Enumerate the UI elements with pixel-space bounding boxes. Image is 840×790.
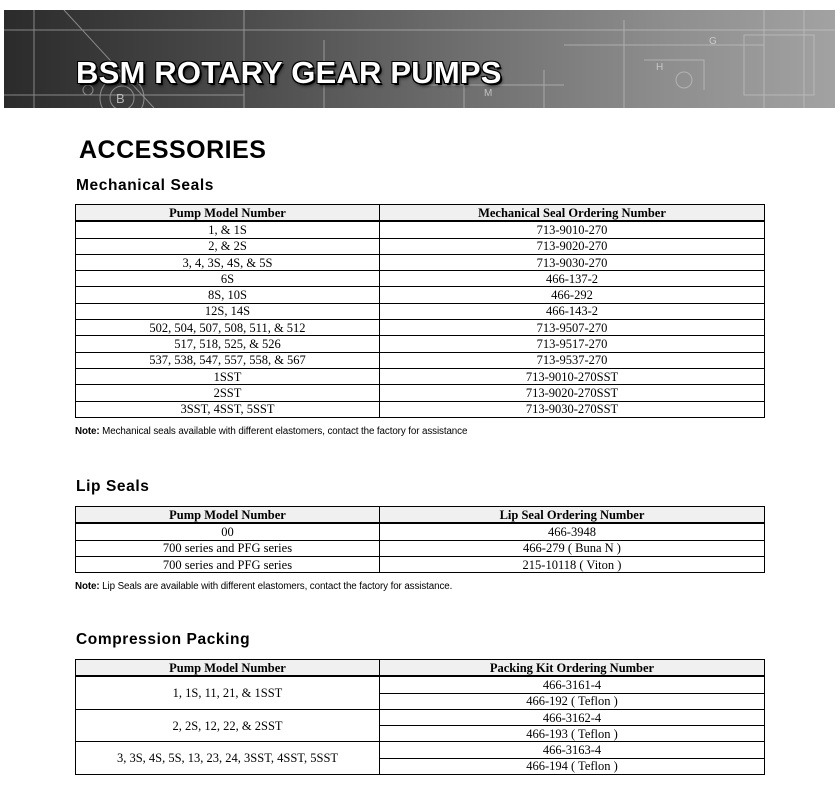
table-row	[76, 336, 765, 352]
ordering-number-cell: 713-9507-270	[380, 320, 765, 336]
pump-model-cell: 1SST	[76, 368, 380, 384]
header-banner	[4, 10, 835, 108]
table-row	[76, 303, 765, 319]
pump-model-cell: 2, & 2S	[76, 238, 380, 254]
pump-model-cell: 00	[76, 523, 380, 540]
pump-model-cell: 700 series and PFG series	[76, 556, 380, 572]
pump-model-cell: 502, 504, 507, 508, 511, & 512	[76, 320, 380, 336]
table-row	[76, 523, 765, 540]
mechanical-seals-note	[75, 426, 467, 437]
table-row	[76, 709, 765, 725]
drawing-letter-b: B	[116, 91, 125, 106]
table-header-row	[76, 660, 765, 677]
table-header-row	[76, 507, 765, 524]
table-row	[76, 271, 765, 287]
pump-model-cell: 8S, 10S	[76, 287, 380, 303]
table-row	[76, 254, 765, 270]
pump-model-cell: 3, 3S, 4S, 5S, 13, 23, 24, 3SST, 4SST, 5SST	[76, 742, 380, 775]
ordering-number-cell: 713-9020-270SST	[380, 385, 765, 401]
ordering-number-cell: 466-143-2	[380, 303, 765, 319]
pump-model-cell: 700 series and PFG series	[76, 540, 380, 556]
ordering-number-cell: 713-9010-270SST	[380, 368, 765, 384]
lip-seals-table	[75, 506, 765, 573]
pump-model-cell: 2SST	[76, 385, 380, 401]
drawing-letter-h: H	[656, 62, 664, 73]
table-row	[76, 556, 765, 572]
packing-kit-cell: 466-194 ( Teflon )	[380, 758, 765, 774]
lip-seals-note	[75, 581, 452, 592]
page-title: ACCESSORIES	[79, 136, 267, 164]
packing-kit-cell: 466-3162-4	[380, 709, 765, 725]
pump-model-cell: 3SST, 4SST, 5SST	[76, 401, 380, 417]
pump-model-cell: 537, 538, 547, 557, 558, & 567	[76, 352, 380, 368]
column-header: Lip Seal Ordering Number	[380, 507, 765, 524]
pump-model-cell: 1, & 1S	[76, 221, 380, 238]
packing-kit-cell: 466-192 ( Teflon )	[380, 693, 765, 709]
column-header: Mechanical Seal Ordering Number	[380, 205, 765, 222]
pump-model-cell: 12S, 14S	[76, 303, 380, 319]
table-row	[76, 238, 765, 254]
mechanical-seals-table	[75, 204, 765, 418]
packing-kit-cell: 466-193 ( Teflon )	[380, 726, 765, 742]
table-row	[76, 385, 765, 401]
drawing-letter-m: M	[484, 88, 493, 99]
column-header: Pump Model Number	[76, 205, 380, 222]
ordering-number-cell: 466-279 ( Buna N )	[380, 540, 765, 556]
note-text: Lip Seals are available with different elastomers, contact the factory for assistance.	[99, 581, 453, 592]
packing-kit-cell: 466-3163-4	[380, 742, 765, 758]
section-title-lip-seals: Lip Seals	[76, 478, 150, 495]
packing-kit-cell: 466-3161-4	[380, 676, 765, 693]
table-row	[76, 221, 765, 238]
ordering-number-cell: 713-9517-270	[380, 336, 765, 352]
pump-model-cell: 1, 1S, 11, 21, & 1SST	[76, 676, 380, 709]
ordering-number-cell: 713-9030-270SST	[380, 401, 765, 417]
ordering-number-cell: 215-10118 ( Viton )	[380, 556, 765, 572]
section-title-compression-packing: Compression Packing	[76, 631, 251, 648]
note-text: Mechanical seals available with different elastomers, contact the factory for assistance	[99, 426, 468, 437]
ordering-number-cell: 466-292	[380, 287, 765, 303]
note-label: Note:	[75, 581, 100, 592]
note-label: Note:	[75, 426, 100, 437]
table-row	[76, 368, 765, 384]
table-row	[76, 401, 765, 417]
column-header: Pump Model Number	[76, 507, 380, 524]
compression-packing-table	[75, 659, 765, 775]
table-row	[76, 540, 765, 556]
table-row	[76, 287, 765, 303]
pump-model-cell: 2, 2S, 12, 22, & 2SST	[76, 709, 380, 742]
drawing-letter-g: G	[709, 36, 717, 47]
table-row	[76, 742, 765, 758]
banner-title: BSM ROTARY GEAR PUMPS	[76, 55, 502, 90]
pump-model-cell: 517, 518, 525, & 526	[76, 336, 380, 352]
column-header: Packing Kit Ordering Number	[380, 660, 765, 677]
table-header-row	[76, 205, 765, 222]
ordering-number-cell: 713-9010-270	[380, 221, 765, 238]
table-row	[76, 320, 765, 336]
ordering-number-cell: 713-9030-270	[380, 254, 765, 270]
ordering-number-cell: 713-9537-270	[380, 352, 765, 368]
ordering-number-cell: 713-9020-270	[380, 238, 765, 254]
table-row	[76, 352, 765, 368]
pump-model-cell: 6S	[76, 271, 380, 287]
ordering-number-cell: 466-3948	[380, 523, 765, 540]
pump-model-cell: 3, 4, 3S, 4S, & 5S	[76, 254, 380, 270]
section-title-mechanical-seals: Mechanical Seals	[76, 177, 214, 194]
table-row	[76, 676, 765, 693]
column-header: Pump Model Number	[76, 660, 380, 677]
ordering-number-cell: 466-137-2	[380, 271, 765, 287]
